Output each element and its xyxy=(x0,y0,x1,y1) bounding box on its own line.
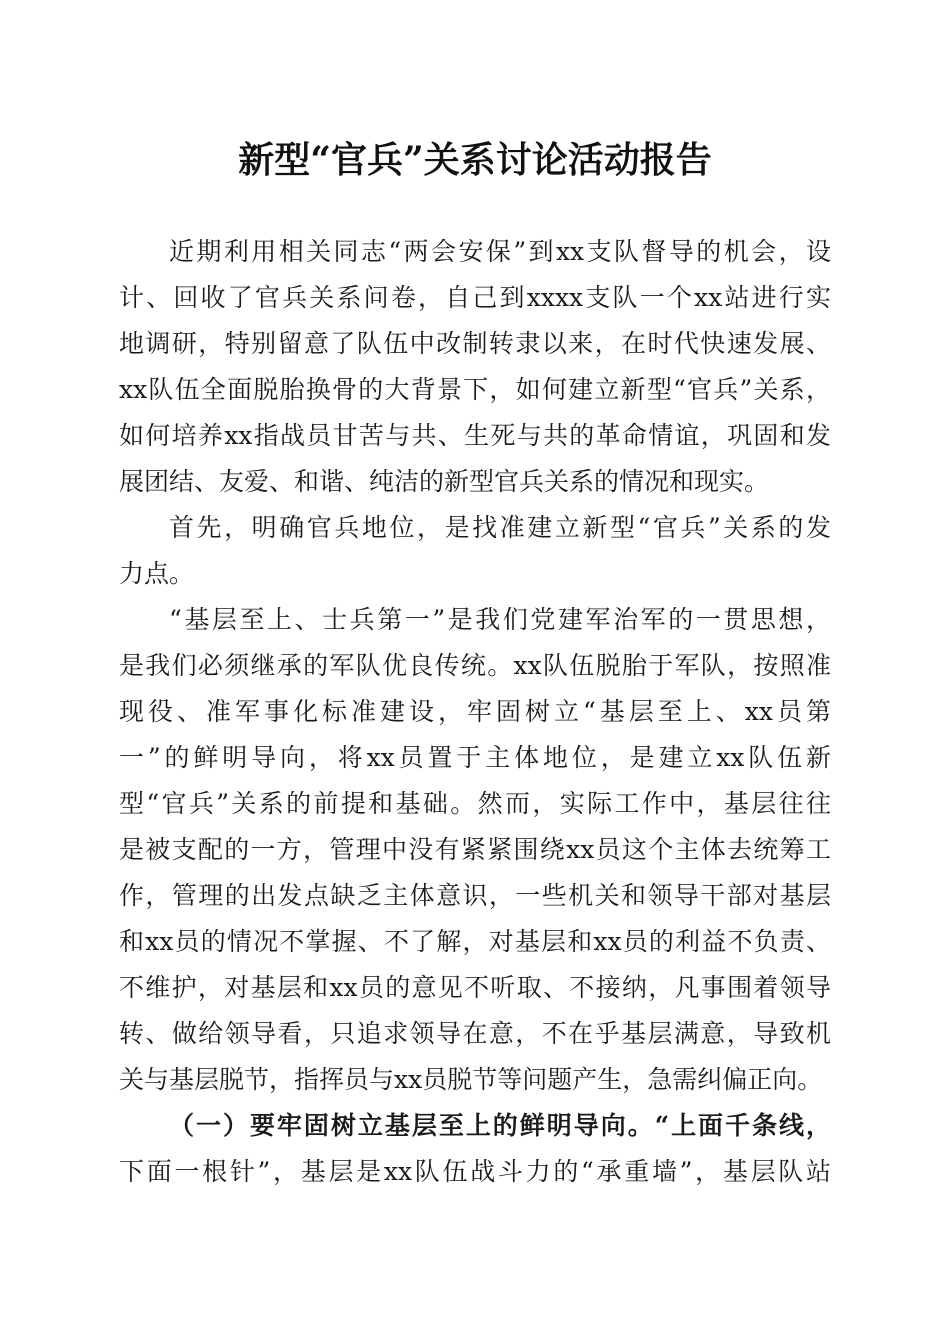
paragraph-line: 地调研，特别留意了队伍中改制转隶以来，在时代快速发展、 xyxy=(119,329,831,358)
paragraph-line: xx队伍全面脱胎换骨的大背景下，如何建立新型“官兵”关系， xyxy=(119,375,831,404)
paragraph-line: 计、回收了官兵关系问卷，自己到xxxx支队一个xx站进行实 xyxy=(119,283,831,312)
paragraph-line: 现役、准军事化标准建设，牢固树立“基层至上、xx员第 xyxy=(119,697,831,726)
paragraph-line: 是被支配的一方，管理中没有紧紧围绕xx员这个主体去统筹工 xyxy=(119,835,831,864)
paragraph-line: 是我们必须继承的军队优良传统。xx队伍脱胎于军队，按照准 xyxy=(119,651,831,680)
paragraph-line: 不维护，对基层和xx员的意见不听取、不接纳，凡事围着领导 xyxy=(119,973,831,1002)
paragraph-line: 下面一根针”，基层是xx队伍战斗力的“承重墙”，基层队站 xyxy=(119,1157,831,1186)
paragraph-line: 如何培养xx指战员甘苦与共、生死与共的革命情谊，巩固和发 xyxy=(119,421,831,450)
paragraph-line: 作，管理的出发点缺乏主体意识，一些机关和领导干部对基层 xyxy=(119,881,831,910)
paragraph-line: 型“官兵”关系的前提和基础。然而，实际工作中，基层往往 xyxy=(119,789,831,818)
paragraph-line: “基层至上、士兵第一”是我们党建军治军的一贯思想， xyxy=(169,605,831,634)
paragraph-line: 一”的鲜明导向，将xx员置于主体地位，是建立xx队伍新 xyxy=(119,743,831,772)
document-title: 新型“官兵”关系讨论活动报告 xyxy=(238,139,712,181)
paragraph-line: 展团结、友爱、和谐、纯洁的新型官兵关系的情况和现实。 xyxy=(119,467,770,496)
paragraph-line: 关与基层脱节，指挥员与xx员脱节等问题产生，急需纠偏正向。 xyxy=(119,1065,823,1094)
paragraph-line: 和xx员的情况不掌握、不了解，对基层和xx员的利益不负责、 xyxy=(119,927,831,956)
paragraph-line: 力点。 xyxy=(119,559,195,588)
section-heading-line: （一）要牢固树立基层至上的鲜明导向。“上面千条线， xyxy=(169,1111,831,1140)
paragraph-line: 转、做给领导看，只追求领导在意，不在乎基层满意，导致机 xyxy=(119,1019,831,1048)
paragraph-line: 首先，明确官兵地位，是找准建立新型“官兵”关系的发 xyxy=(169,513,831,542)
paragraph-line: 近期利用相关同志“两会安保”到xx支队督导的机会，设 xyxy=(169,237,831,266)
